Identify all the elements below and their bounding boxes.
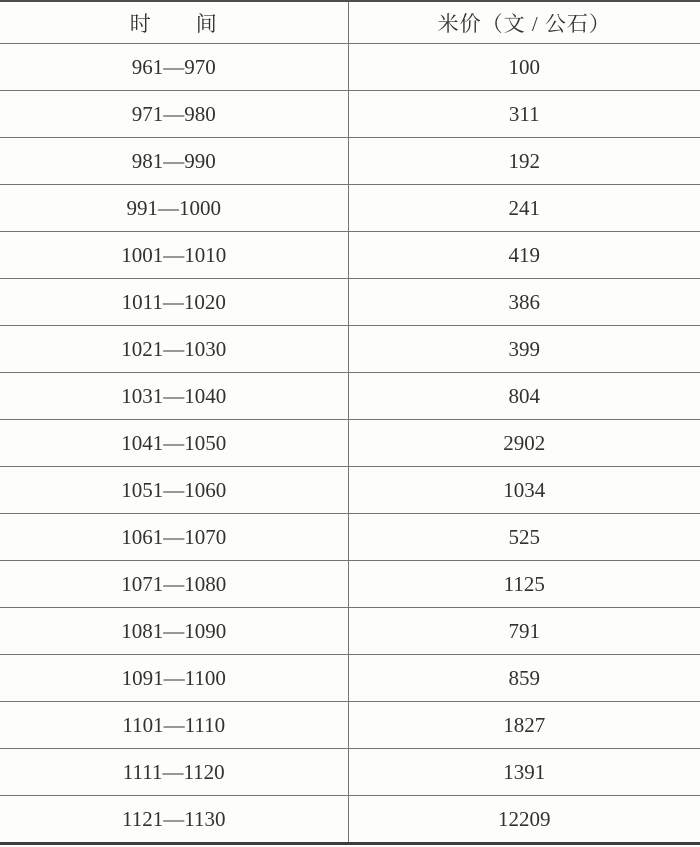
price-cell: 419 <box>348 232 700 279</box>
price-cell: 2902 <box>348 420 700 467</box>
header-row <box>0 1 700 44</box>
period-cell: 1011—1020 <box>0 279 348 326</box>
period-cell: 1001—1010 <box>0 232 348 279</box>
price-cell: 100 <box>348 44 700 91</box>
period-cell: 971—980 <box>0 91 348 138</box>
period-cell: 1111—1120 <box>0 749 348 796</box>
price-cell: 241 <box>348 185 700 232</box>
table-body <box>0 44 700 844</box>
price-column-header: 米价（文 / 公石） <box>348 1 700 44</box>
period-cell: 1081—1090 <box>0 608 348 655</box>
price-cell: 386 <box>348 279 700 326</box>
table-row <box>0 420 700 467</box>
table-row <box>0 326 700 373</box>
table-row <box>0 796 700 844</box>
period-cell: 961—970 <box>0 44 348 91</box>
price-cell: 311 <box>348 91 700 138</box>
period-cell: 1071—1080 <box>0 561 348 608</box>
period-cell: 1031—1040 <box>0 373 348 420</box>
table-row <box>0 138 700 185</box>
table-row <box>0 185 700 232</box>
period-cell: 1061—1070 <box>0 514 348 561</box>
time-column-header: 时 间 <box>0 1 348 44</box>
price-cell: 399 <box>348 326 700 373</box>
period-cell: 1101—1110 <box>0 702 348 749</box>
table-row <box>0 749 700 796</box>
period-cell: 991—1000 <box>0 185 348 232</box>
period-cell: 1051—1060 <box>0 467 348 514</box>
table-row <box>0 373 700 420</box>
price-cell: 1391 <box>348 749 700 796</box>
table-row <box>0 514 700 561</box>
period-cell: 1041—1050 <box>0 420 348 467</box>
price-cell: 804 <box>348 373 700 420</box>
price-cell: 525 <box>348 514 700 561</box>
price-cell: 1827 <box>348 702 700 749</box>
period-cell: 1121—1130 <box>0 796 348 844</box>
table-row <box>0 232 700 279</box>
table-row <box>0 44 700 91</box>
price-cell: 791 <box>348 608 700 655</box>
table-row <box>0 279 700 326</box>
table-row <box>0 702 700 749</box>
table-row <box>0 91 700 138</box>
price-cell: 192 <box>348 138 700 185</box>
period-cell: 1091—1100 <box>0 655 348 702</box>
table-row <box>0 655 700 702</box>
period-cell: 1021—1030 <box>0 326 348 373</box>
price-cell: 12209 <box>498 806 551 831</box>
table-row <box>0 467 700 514</box>
price-cell: 859 <box>348 655 700 702</box>
table-row <box>0 608 700 655</box>
price-cell: 1034 <box>348 467 700 514</box>
table-row <box>0 561 700 608</box>
price-cell: 1125 <box>348 561 700 608</box>
period-cell: 981—990 <box>0 138 348 185</box>
